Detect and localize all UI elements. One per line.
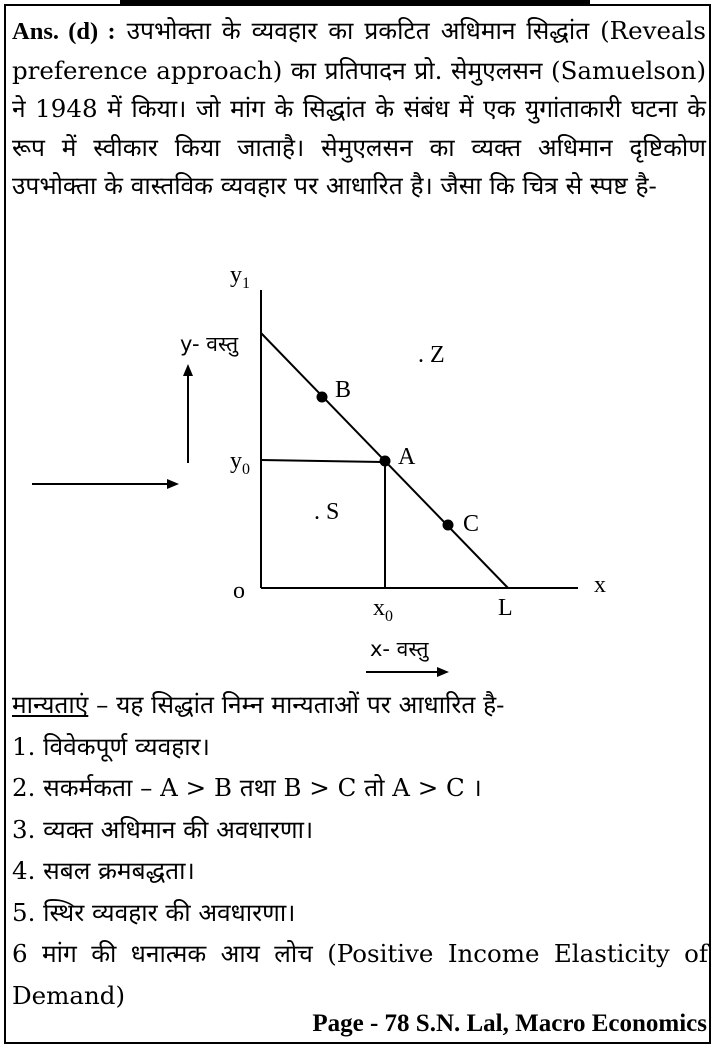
point-c-label: C [463,511,480,537]
list-item: 6 मांग की धनात्मक आय लोच (Positive Income Elasticity of Demand) [12,939,708,1010]
point-c-marker [443,520,454,531]
list-item: 3. व्यक्त अधिमान की अवधारणा। [12,814,314,844]
answer-text: उपभोक्ता के व्यवहार का प्रकटित अधिमान सिद्धांत (Reveals preference approach) का प्रतिपादन प्रो. सेमुएलसन (Samuelson) ने 1948 में किया। जो मांग के सिद्धांत के संबंध में एक युगांताकारी घटना के रूप में स्वीकार किया जाताहै। सेमुएलसन का व्यक्त अधिमान दृष्टिकोण उपभोक्ता के वास्तविक व्यवहार पर आधारित है। जैसा कि चित्र से स्पष्ट है- [12,16,706,200]
answer-label: Ans. (d) : [12,18,116,45]
l-label: L [498,595,513,621]
y1-label: $y_1$ [230,262,250,292]
assumptions-intro: – यह सिद्धांत निम्न मान्यताओं पर आधारित है- [88,690,505,719]
point-b-marker [317,392,328,403]
y0-label: $y_0$ [230,448,250,478]
point-a-label: A [398,444,416,470]
point-b-label: B [335,377,352,403]
x0-label: $x_0$ [373,595,393,625]
list-item: 1. विवेकपूर्ण व्यवहार। [12,731,210,761]
answer-paragraph [12,12,706,206]
list-item: 2. सकर्मकता – A > B तथा B > C तो A > C । [12,773,482,802]
region-z-label: . Z [418,342,445,368]
origin-label: o [233,578,245,604]
revealed-preference-diagram [0,250,719,690]
list-item: 5. स्थिर व्यवहार की अवधारणा। [12,897,296,927]
assumptions-list [12,684,708,1016]
point-a-marker [380,456,391,467]
page-footer: Page - 78 S.N. Lal, Macro Economics [312,1010,707,1037]
region-s-label: . S [314,499,340,525]
x-arrow-head-icon [437,667,449,677]
assumptions-heading-line [12,684,708,726]
y0-line [261,460,385,462]
y-good-label: y- वस्तु [180,332,239,356]
x-good-label: x- वस्तु [370,637,429,661]
horizontal-arrow-head-icon [167,479,179,489]
y-arrow-head-icon [183,364,193,376]
list-item: 4. सबल क्रमबद्धता। [12,856,195,885]
x-axis-label: x [594,572,606,598]
assumptions-heading: मान्यताएं [12,690,89,719]
